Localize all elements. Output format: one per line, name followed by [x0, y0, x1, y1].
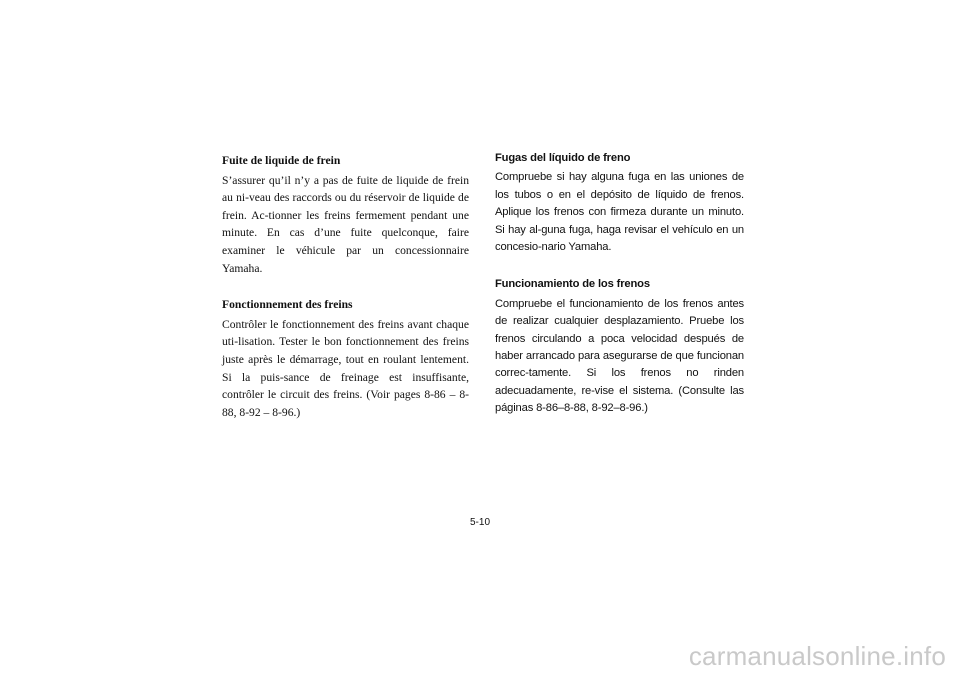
- section-body: Compruebe si hay alguna fuga en las uniones de los tubos o en el depósito de líquido de frenos. Aplique los frenos con firmeza durante un minuto. Si hay al-guna fuga, haga revisar el vehículo en un concesio-nario Yamaha.: [495, 171, 744, 254]
- page-number: 5-10: [470, 517, 491, 528]
- section-heading: Fugas del líquido de freno: [495, 152, 631, 164]
- section-heading: Fuite de liquide de frein: [222, 154, 341, 167]
- section-body: S’assurer qu’il n’y a pas de fuite de liquide de frein au ni-veau des raccords ou du réservoir de liquide de frein. Ac-tionner les freins fermement pendant une minute. En cas d’une fuite quelconque, faire examiner le véhicule par un concessionnaire Yamaha.: [222, 173, 469, 275]
- section-body: Contrôler le fonctionnement des freins avant chaque uti-lisation. Tester le bon fonctionnement des freins juste après le démarrage, tout en roulant lentement. Si la puis-sance de freinage est insuffisante, contrôler le circuit des freins. (Voir pages 8-86 – 8-88, 8-92 – 8-96.): [222, 317, 469, 419]
- watermark: carmanualsonline.info: [688, 641, 946, 671]
- spanish-column: [495, 150, 744, 438]
- section-heading: Fonctionnement des freins: [222, 298, 353, 312]
- section-brake-operation-fr: [222, 296, 469, 421]
- section-brake-operation-es: [495, 276, 744, 417]
- french-column: [222, 152, 469, 440]
- section-brake-fluid-leak-fr: [222, 152, 469, 277]
- section-heading: Funcionamiento de los frenos: [495, 278, 650, 291]
- section-brake-fluid-leak-es: [495, 150, 744, 256]
- section-body: Compruebe el funcionamiento de los frenos antes de realizar cualquier desplazamiento. Pruebe los frenos circulando a poca velocidad después de haber arrancado para asegurarse de que funcionan correc-tamente. Si los frenos no rinden adecuadamente, re-vise el sistema. (Consulte las páginas 8-86–8-88, 8-92–8-96.): [495, 297, 744, 415]
